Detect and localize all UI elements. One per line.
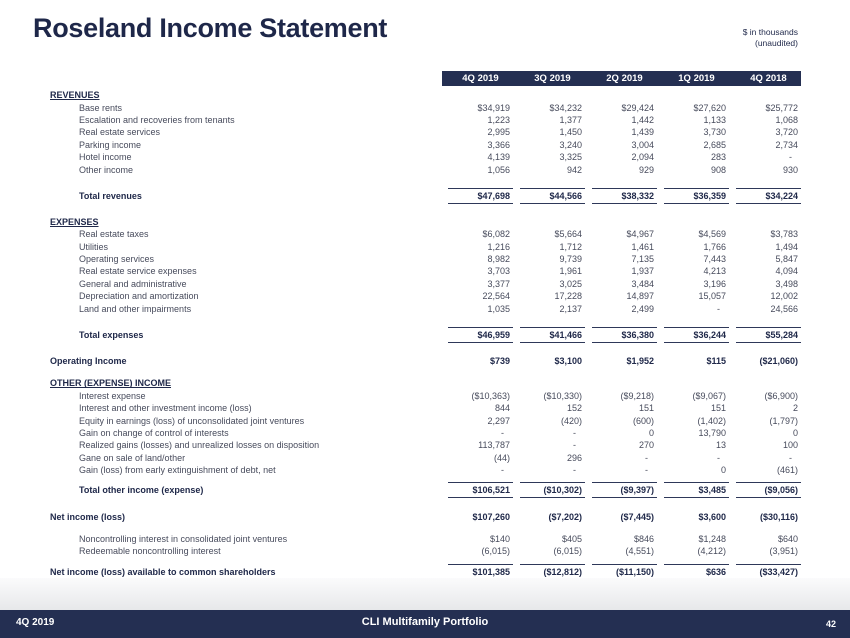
value-cell: (461) — [776, 465, 798, 476]
row-values — [448, 416, 801, 426]
table-body — [50, 89, 801, 582]
row-label: Redeemable noncontrolling interest — [79, 546, 221, 557]
value-cell: - — [645, 465, 648, 476]
value-cell: 942 — [566, 164, 582, 175]
value-cell: 0 — [720, 465, 726, 476]
row-label: Gain (loss) from early extinguishment of debt, net — [79, 465, 276, 476]
value-cell: 24,566 — [770, 303, 798, 314]
value-cell: 1,494 — [775, 241, 798, 252]
value-cell: 908 — [710, 164, 726, 175]
table-row — [50, 228, 801, 240]
table-row — [50, 290, 801, 302]
row-values — [448, 152, 801, 162]
footer-bar — [0, 610, 850, 638]
row-values — [448, 266, 801, 276]
value-cell: 1,461 — [631, 241, 654, 252]
value-cell: 1,766 — [703, 241, 726, 252]
row-label: Real estate taxes — [79, 229, 149, 240]
row-label: Land and other impairments — [79, 303, 192, 314]
table-row — [50, 533, 801, 545]
row-label: Other income — [79, 164, 134, 175]
row-values — [448, 229, 801, 239]
row-label: Gane on sale of land/other — [79, 452, 186, 463]
row-label: Total expenses — [79, 329, 144, 340]
row-label: Gain on change of control of interests — [79, 428, 229, 438]
value-cell: $36,359 — [664, 188, 729, 204]
value-cell: 2,995 — [487, 127, 510, 138]
value-cell: $106,521 — [448, 482, 513, 498]
value-cell: $34,232 — [549, 102, 582, 113]
row-values — [448, 242, 801, 252]
value-cell: - — [573, 465, 576, 476]
table-row — [50, 89, 801, 101]
value-cell: 3,366 — [487, 139, 510, 150]
footer-title: CLI Multifamily Portfolio — [361, 616, 489, 628]
page-title: Roseland Income Statement — [33, 13, 388, 43]
value-cell: 0 — [792, 428, 798, 438]
value-cell: $405 — [561, 533, 582, 544]
value-cell: 113,787 — [478, 440, 510, 451]
row-label: Net income (loss) available to common shareholders — [50, 566, 276, 577]
row-values — [448, 428, 801, 438]
table-row — [50, 265, 801, 277]
value-cell: $27,620 — [693, 102, 726, 113]
value-cell: 100 — [782, 440, 798, 451]
row-label: Total revenues — [79, 190, 142, 201]
value-cell: - — [573, 440, 576, 451]
table-row — [50, 377, 801, 389]
row-label: Realized gains (losses) and unrealized losses on disposition — [79, 440, 320, 451]
row-values — [448, 512, 801, 522]
table-row — [50, 452, 801, 464]
value-cell: (1,797) — [769, 415, 798, 426]
value-cell: $34,919 — [477, 102, 510, 113]
value-cell: ($10,302) — [520, 482, 585, 498]
column-header: 2Q 2019 — [606, 73, 643, 84]
value-cell: ($7,445) — [620, 511, 654, 522]
table-row — [50, 302, 801, 314]
value-cell: (600) — [632, 415, 654, 426]
column-header: 4Q 2018 — [750, 73, 787, 84]
value-cell: - — [789, 152, 792, 163]
value-cell: $25,772 — [765, 102, 798, 113]
row-values — [448, 279, 801, 289]
value-cell: (44) — [493, 452, 510, 463]
value-cell: $6,082 — [482, 229, 510, 240]
value-cell: 929 — [638, 164, 654, 175]
value-cell: - — [501, 428, 504, 438]
value-cell: 4,094 — [775, 266, 798, 277]
row-values — [448, 453, 801, 463]
value-cell: (4,551) — [625, 546, 654, 557]
row-values — [448, 325, 801, 345]
value-cell: ($9,056) — [736, 482, 801, 498]
value-cell: (420) — [560, 415, 582, 426]
column-header: 4Q 2019 — [462, 73, 499, 84]
value-cell: 1,068 — [775, 114, 798, 125]
row-values — [448, 391, 801, 401]
value-cell: 13,790 — [698, 428, 726, 438]
table-row — [50, 355, 801, 367]
value-cell: 270 — [638, 440, 654, 451]
value-cell: $38,332 — [592, 188, 657, 204]
table-row — [50, 186, 801, 206]
value-cell: 4,139 — [487, 152, 510, 163]
row-label: Net income (loss) — [50, 511, 126, 522]
row-values — [448, 465, 801, 475]
value-cell: (4,212) — [697, 546, 726, 557]
units-note-line2: (unaudited) — [754, 38, 798, 48]
value-cell: $107,260 — [472, 511, 510, 522]
value-cell: $4,569 — [698, 229, 726, 240]
row-label: Operating services — [79, 254, 155, 265]
value-cell: 930 — [782, 164, 798, 175]
value-cell: 3,325 — [559, 152, 582, 163]
row-label: Interest and other investment income (loss) — [79, 403, 252, 414]
value-cell: 13 — [715, 440, 726, 451]
row-values — [448, 103, 801, 113]
table-row — [50, 390, 801, 402]
row-label: Escalation and recoveries from tenants — [79, 114, 235, 125]
value-cell: 151 — [710, 403, 726, 414]
value-cell: ($9,397) — [592, 482, 657, 498]
value-cell: 3,196 — [703, 278, 726, 289]
row-values — [448, 546, 801, 556]
row-values — [448, 115, 801, 125]
value-cell: 0 — [648, 428, 654, 438]
table-row — [50, 414, 801, 426]
row-values — [448, 186, 801, 206]
value-cell: ($6,900) — [764, 390, 798, 401]
units-note — [743, 27, 798, 49]
value-cell: 2,685 — [703, 139, 726, 150]
value-cell: $4,967 — [626, 229, 654, 240]
value-cell: $3,783 — [770, 229, 798, 240]
value-cell: 8,982 — [487, 254, 510, 265]
value-cell: 17,228 — [554, 291, 582, 302]
value-cell: $36,244 — [664, 327, 729, 343]
value-cell: ($10,330) — [543, 390, 582, 401]
value-cell: 1,056 — [487, 164, 510, 175]
table-row — [50, 253, 801, 265]
bottom-shade — [0, 578, 850, 610]
table-row — [50, 427, 801, 439]
table-row — [50, 402, 801, 414]
footer-quarter-label: 4Q 2019 — [16, 617, 55, 628]
table-row — [50, 439, 801, 451]
row-label: Noncontrolling interest in consolidated joint ventures — [79, 533, 288, 544]
footer-page-number: 42 — [825, 619, 836, 629]
row-values — [448, 440, 801, 450]
value-cell: 844 — [494, 403, 510, 414]
row-label: Operating Income — [50, 356, 127, 367]
column-header-band — [50, 71, 801, 86]
value-cell: $140 — [489, 533, 510, 544]
value-cell: 3,240 — [559, 139, 582, 150]
value-cell: - — [717, 452, 720, 463]
table-row — [50, 325, 801, 345]
value-cell: 1,442 — [631, 114, 654, 125]
value-cell: $41,466 — [520, 327, 585, 343]
value-cell: $640 — [777, 533, 798, 544]
column-headers — [442, 71, 801, 86]
table-row — [50, 163, 801, 175]
value-cell: $1,248 — [698, 533, 726, 544]
value-cell: $46,959 — [448, 327, 513, 343]
table-row — [50, 151, 801, 163]
table-row — [50, 101, 801, 113]
value-cell: $739 — [489, 356, 510, 367]
value-cell: (6,015) — [481, 546, 510, 557]
value-cell: $55,284 — [736, 327, 801, 343]
table-row — [50, 510, 801, 522]
value-cell: 3,703 — [487, 266, 510, 277]
row-label: Interest expense — [79, 390, 146, 401]
value-cell: $846 — [633, 533, 654, 544]
table-row — [50, 278, 801, 290]
row-label: REVENUES — [50, 90, 100, 101]
row-label: Total other income (expense) — [79, 485, 204, 496]
value-cell: ($7,202) — [548, 511, 582, 522]
value-cell: - — [501, 465, 504, 476]
row-values — [448, 534, 801, 544]
value-cell: 15,057 — [698, 291, 726, 302]
value-cell: 2,297 — [487, 415, 510, 426]
value-cell: $3,600 — [698, 511, 726, 522]
value-cell: 1,712 — [559, 241, 582, 252]
table-row — [50, 480, 801, 500]
value-cell: ($12,812) — [520, 564, 585, 580]
value-cell: 1,035 — [487, 303, 510, 314]
value-cell: $1,952 — [626, 356, 654, 367]
value-cell: 2 — [792, 403, 798, 414]
value-cell: $36,380 — [592, 327, 657, 343]
value-cell: (1,402) — [697, 415, 726, 426]
income-statement-table — [50, 71, 801, 582]
value-cell: 3,484 — [631, 278, 654, 289]
value-cell: 3,025 — [559, 278, 582, 289]
table-row — [50, 126, 801, 138]
value-cell: 3,377 — [487, 278, 510, 289]
value-cell: 2,499 — [631, 303, 654, 314]
value-cell: 3,730 — [703, 127, 726, 138]
value-cell: 7,135 — [631, 254, 654, 265]
row-values — [448, 480, 801, 500]
value-cell: $5,664 — [554, 229, 582, 240]
value-cell: - — [717, 303, 720, 314]
value-cell: 3,498 — [775, 278, 798, 289]
row-label: EXPENSES — [50, 216, 99, 227]
value-cell: - — [645, 452, 648, 463]
row-label: General and administrative — [79, 278, 187, 289]
value-cell: 1,133 — [703, 114, 726, 125]
table-row — [50, 545, 801, 557]
value-cell: ($9,218) — [620, 390, 654, 401]
value-cell: 1,216 — [487, 241, 510, 252]
value-cell: 5,847 — [775, 254, 798, 265]
row-label: OTHER (EXPENSE) INCOME — [50, 378, 172, 389]
value-cell: 1,223 — [487, 114, 510, 125]
value-cell: 4,213 — [703, 266, 726, 277]
row-values — [448, 304, 801, 314]
value-cell: $44,566 — [520, 188, 585, 204]
value-cell: 1,961 — [559, 266, 582, 277]
value-cell: $3,100 — [554, 356, 582, 367]
value-cell: 9,739 — [559, 254, 582, 265]
row-values — [448, 291, 801, 301]
row-label: Parking income — [79, 139, 142, 150]
value-cell: $3,485 — [664, 482, 729, 498]
value-cell: $115 — [706, 356, 726, 367]
row-label: Depreciation and amortization — [79, 291, 199, 302]
row-values — [448, 403, 801, 413]
value-cell: 152 — [566, 403, 582, 414]
table-row — [50, 241, 801, 253]
row-label: Hotel income — [79, 152, 132, 163]
row-values — [448, 356, 801, 366]
value-cell: $47,698 — [448, 188, 513, 204]
units-note-line1: $ in thousands — [742, 27, 798, 37]
row-values — [448, 165, 801, 175]
value-cell: - — [789, 452, 792, 463]
row-label: Real estate services — [79, 127, 161, 138]
value-cell: 2,094 — [631, 152, 654, 163]
row-label: Equity in earnings (loss) of unconsolidated joint ventures — [79, 415, 305, 426]
value-cell: 22,564 — [482, 291, 510, 302]
value-cell: 2,137 — [559, 303, 582, 314]
value-cell: ($10,363) — [471, 390, 510, 401]
value-cell: 1,450 — [559, 127, 582, 138]
value-cell: $101,385 — [448, 564, 513, 580]
value-cell: ($21,060) — [759, 356, 798, 367]
value-cell: ($30,116) — [759, 511, 798, 522]
table-row — [50, 114, 801, 126]
value-cell: 3,004 — [631, 139, 654, 150]
table-row — [50, 464, 801, 476]
row-label: Real estate service expenses — [79, 266, 197, 277]
value-cell: 1,377 — [559, 114, 582, 125]
value-cell: ($9,067) — [692, 390, 726, 401]
value-cell: 151 — [638, 403, 654, 414]
value-cell: 296 — [566, 452, 582, 463]
column-header: 3Q 2019 — [534, 73, 571, 84]
value-cell: 1,937 — [631, 266, 654, 277]
row-values — [448, 140, 801, 150]
value-cell: $636 — [664, 564, 729, 580]
value-cell: $29,424 — [621, 102, 654, 113]
table-row — [50, 139, 801, 151]
table-row — [50, 216, 801, 228]
value-cell: 2,734 — [775, 139, 798, 150]
value-cell: ($33,427) — [736, 564, 801, 580]
row-values — [448, 127, 801, 137]
row-label: Utilities — [79, 241, 109, 252]
row-values — [448, 254, 801, 264]
value-cell: 3,720 — [775, 127, 798, 138]
value-cell: 283 — [710, 152, 726, 163]
value-cell: (6,015) — [553, 546, 582, 557]
value-cell: 7,443 — [703, 254, 726, 265]
value-cell: $34,224 — [736, 188, 801, 204]
value-cell: - — [573, 428, 576, 438]
column-header: 1Q 2019 — [678, 73, 715, 84]
value-cell: 12,002 — [770, 291, 798, 302]
value-cell: 14,897 — [626, 291, 654, 302]
value-cell: ($11,150) — [592, 564, 657, 580]
value-cell: (3,951) — [769, 546, 798, 557]
value-cell: 1,439 — [631, 127, 654, 138]
row-label: Base rents — [79, 102, 123, 113]
